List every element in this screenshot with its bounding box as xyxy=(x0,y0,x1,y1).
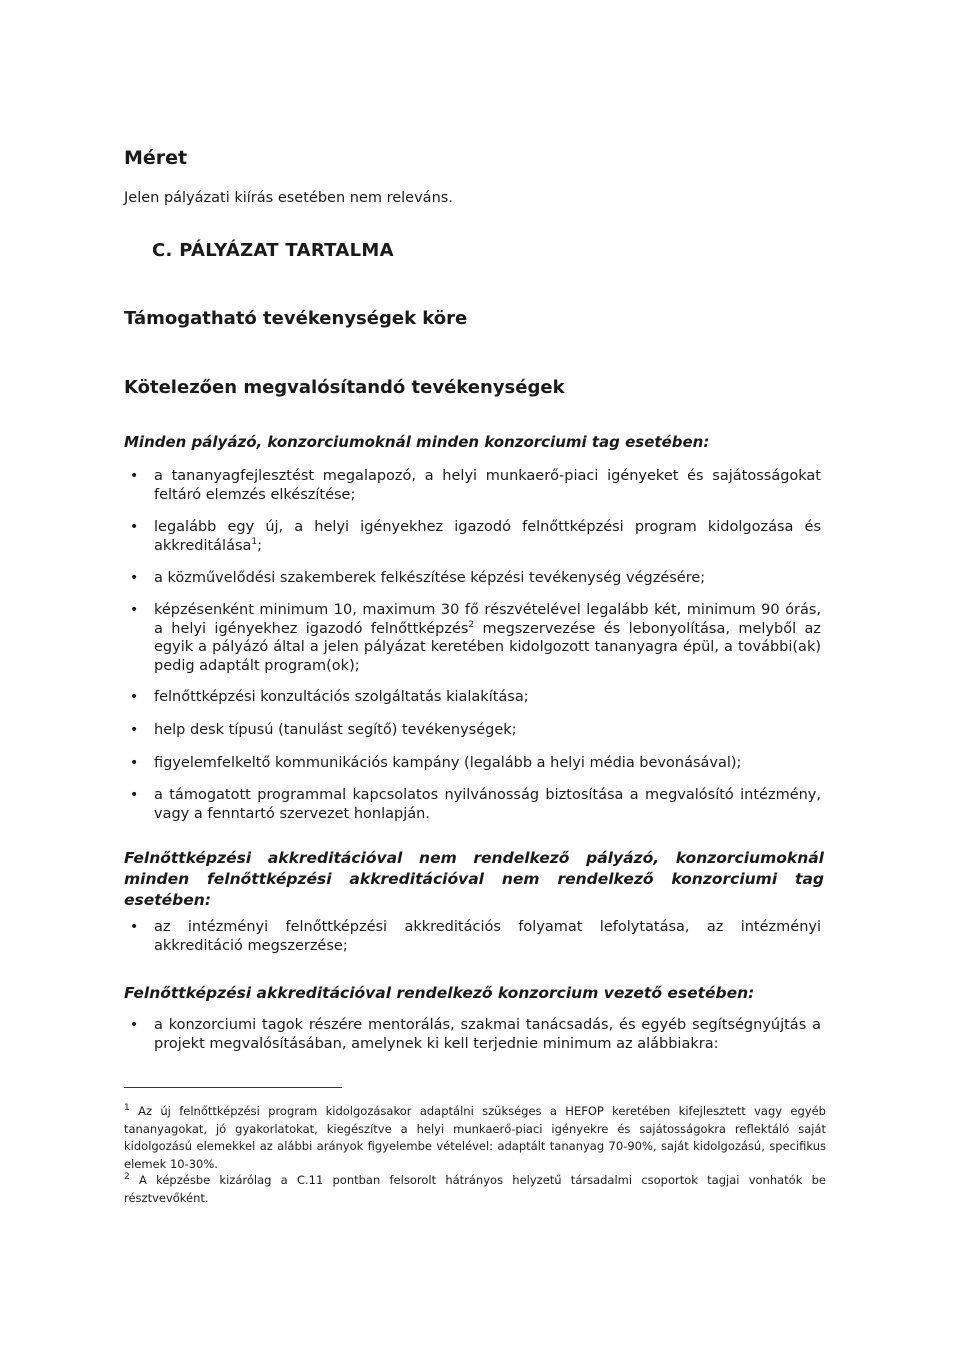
meret-text: Jelen pályázati kiírás esetében nem releváns. xyxy=(124,190,453,206)
group-heading-all: Minden pályázó, konzorciumoknál minden konzorciumi tag esetében: xyxy=(124,433,710,451)
list-item: • a közművelődési szakemberek felkészítése képzési tevékenység végzésére; xyxy=(154,569,821,588)
list-item: • legalább egy új, a helyi igényekhez igazodó felnőttképzési program kidolgozása és akkreditálása$^1$; xyxy=(154,518,821,555)
list-item: • az intézményi felnőttképzési akkreditációs folyamat lefolytatása, az intézményi akkreditáció megszerzése; xyxy=(154,918,821,955)
list-item: • felnőttképzési konzultációs szolgáltatás kialakítása; xyxy=(154,688,821,707)
footnote-divider xyxy=(124,1087,342,1088)
list-item: • a tananyagfejlesztést megalapozó, a helyi munkaerő-piaci igényeket és sajátosságokat feltáró elemzés elkészítése; xyxy=(154,467,821,504)
section-title-meret: Méret xyxy=(124,147,188,169)
footnote-ref[interactable]: 2 xyxy=(468,619,475,630)
footnote-mark: 2 xyxy=(124,1172,130,1183)
footnote-1: $^1$ Az új felnőttképzési program kidolgozásakor adaptálni szükséges a HEFOP keretében kifejlesztett vagy egyéb tananyagokat, jó gyakorlatokat, kiegészítve a helyi munkaerő-piaci igényekre és sajátosságokra reflektáló saját kidolgozású elemekkel az alábbi arányok figyelembe vételével: adaptált tananyag 70-90%, saját kidolgozású, specifikus elemek 10-30%. xyxy=(124,1103,826,1171)
subsubsection-title: Kötelezően megvalósítandó tevékenységek xyxy=(124,377,565,398)
footnote-ref[interactable]: 1 xyxy=(251,536,258,547)
section-title-c: C. PÁLYÁZAT TARTALMA xyxy=(152,240,394,261)
group-heading-nonaccredited: Felnőttképzési akkreditációval nem rendelkező pályázó, konzorciumoknál minden felnőttképzési akkreditációval nem rendelkező konzorciumi tag esetében: xyxy=(124,849,824,909)
list-item: • a támogatott programmal kapcsolatos nyilvánosság biztosítása a megvalósító intézmény, vagy a fenntartó szervezet honlapján. xyxy=(154,786,821,823)
list-item: • a konzorciumi tagok részére mentorálás, szakmai tanácsadás, és egyéb segítségnyújtás a projekt megvalósításában, amelynek ki kell terjednie minimum az alábbiakra: xyxy=(154,1016,821,1053)
subsection-title: Támogatható tevékenységek köre xyxy=(124,308,468,329)
footnote-mark: 1 xyxy=(124,1103,130,1114)
list-item: • figyelemfelkeltő kommunikációs kampány (legalább a helyi média bevonásával); xyxy=(154,754,821,773)
list-item: • képzésenként minimum 10, maximum 30 fő részvételével legalább két, minimum 90 órás, a helyi igényekhez igazodó felnőttképzés$^2$ megszervezése és lebonyolítása, melyből az egyik a pályázó által a jelen pályázat keretében kidolgozott tananyagra épül, a további(ak) pedig adaptált program(ok); xyxy=(154,601,821,675)
footnote-2: $^2$ A képzésbe kizárólag a C.11 pontban felsorolt hátrányos helyzetű társadalmi csoportok tagjai vonhatók be résztvevőként. xyxy=(124,1172,826,1205)
list-item: • help desk típusú (tanulást segítő) tevékenységek; xyxy=(154,721,821,740)
group-heading-accredited-lead: Felnőttképzési akkreditációval rendelkező konzorcium vezető esetében: xyxy=(124,984,755,1002)
